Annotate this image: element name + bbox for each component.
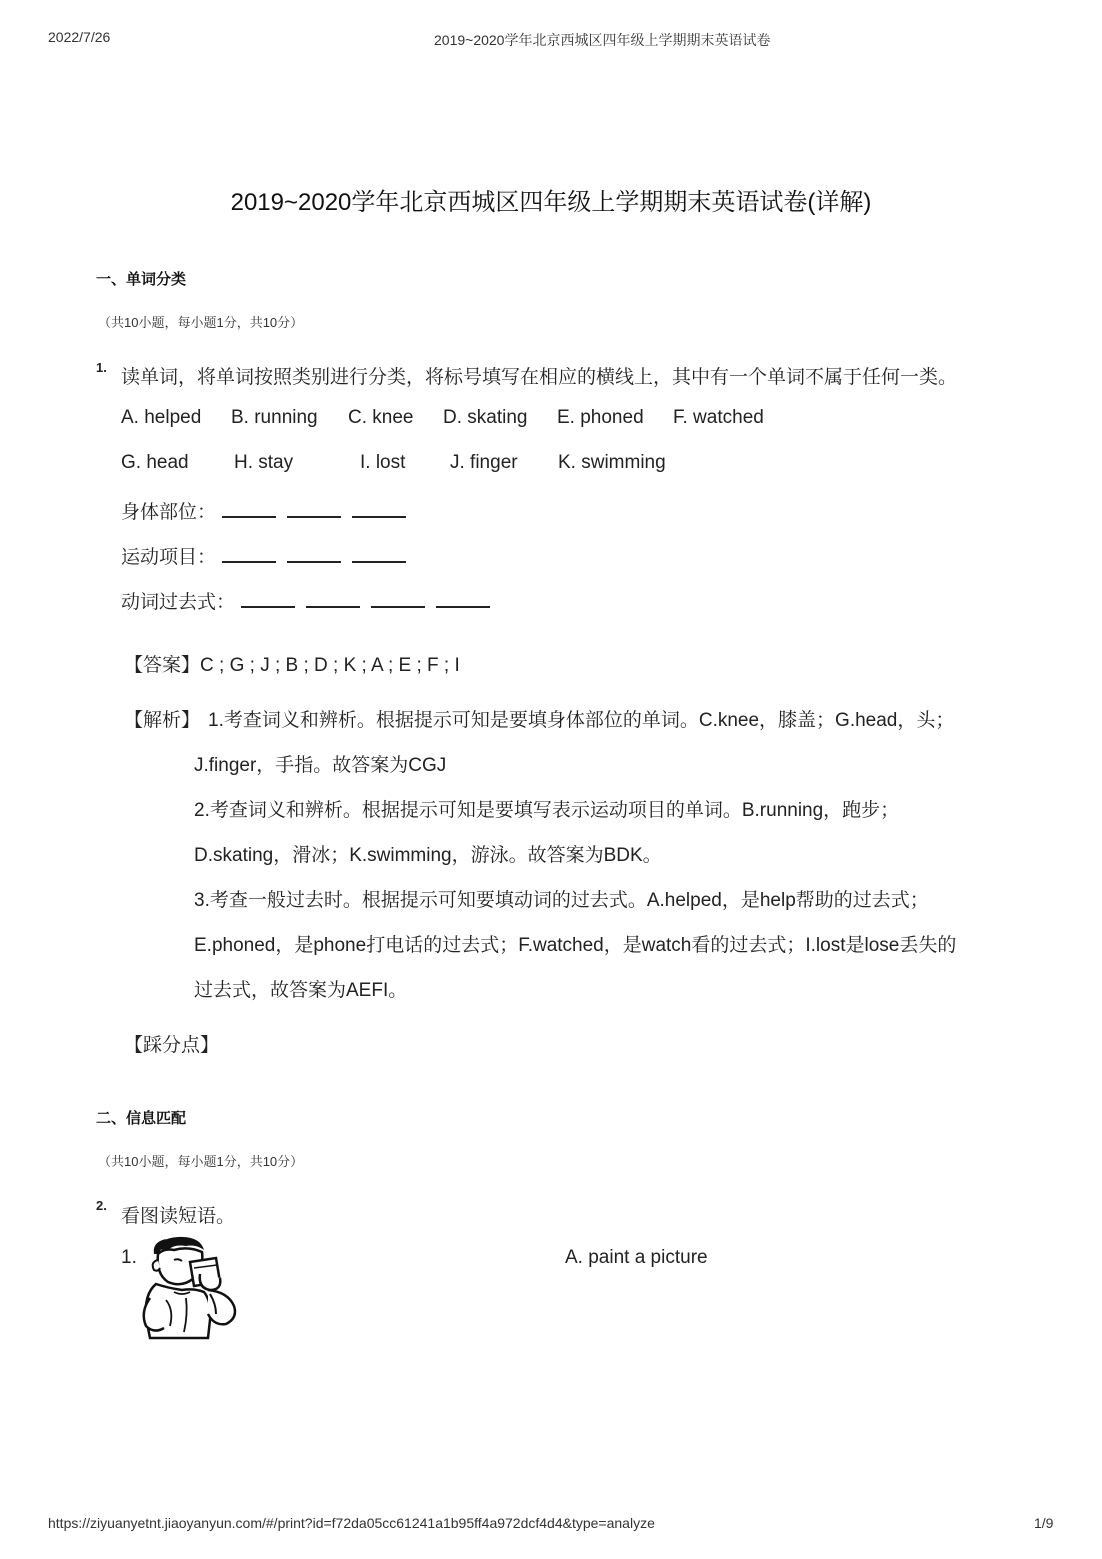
option-a-phrase: A. paint a picture (565, 1247, 708, 1268)
footer-url[interactable]: https://ziyuanyetnt.jiaoyanyun.com/#/print?id=f72da05cc61241a1b95ff4a972dcf4d4&type=analyze (48, 1515, 655, 1531)
options-row-2 (121, 452, 666, 474)
answer-blank[interactable] (436, 592, 490, 608)
item-1-number: 1. (121, 1247, 137, 1268)
section-1-heading: 一、单词分类 (96, 271, 187, 288)
option-i: I. lost (360, 452, 406, 473)
question-1-text: 读单词，将单词按照类别进行分类，将标号填写在相应的横线上，其中有一个单词不属于任何一类。 (121, 367, 958, 388)
question-2-text: 看图读短语。 (121, 1206, 236, 1227)
print-doc-title: 2019~2020学年北京西城区四年级上学期期末英语试卷 (434, 32, 771, 48)
analysis-line: E.phoned，是phone打电话的过去式；F.watched，是watch看的过去式；I.lost是lose丢失的 (194, 935, 957, 956)
option-g: G. head (121, 452, 189, 473)
analysis-line: D.skating，滑冰；K.swimming，游泳。故答案为BDK。 (194, 845, 662, 866)
answer-blank[interactable] (287, 547, 341, 563)
option-d: D. skating (443, 407, 528, 428)
option-f: F. watched (673, 407, 764, 428)
answer-blank[interactable] (352, 547, 406, 563)
analysis-line: 1.考查词义和辨析。根据提示可知是要填身体部位的单词。C.knee，膝盖；G.head，头； (208, 710, 955, 731)
answer-blank[interactable] (222, 502, 276, 518)
category-body-parts (121, 497, 417, 524)
section-2-heading: 二、信息匹配 (96, 1110, 187, 1127)
analysis-label: 【解析】 (124, 710, 201, 731)
option-j: J. finger (450, 452, 518, 473)
analysis-line: 3.考查一般过去时。根据提示可知要填动词的过去式。A.helped，是help帮助的过去式； (194, 890, 929, 911)
drinking-boy-illustration (138, 1234, 242, 1342)
option-c: C. knee (348, 407, 414, 428)
question-2-number: 2. (96, 1198, 107, 1213)
category-sports (121, 542, 417, 569)
answer-label: 【答案】 (124, 655, 201, 676)
category-past-tense (121, 587, 501, 614)
answer-blank[interactable] (306, 592, 360, 608)
page-title: 2019~2020学年北京西城区四年级上学期期末英语试卷(详解) (230, 189, 872, 216)
section-1-note: （共10小题，每小题1分，共10分） (98, 315, 304, 330)
option-e: E. phoned (557, 407, 644, 428)
answer-blank[interactable] (222, 547, 276, 563)
answer-block (124, 650, 460, 677)
option-b: B. running (231, 407, 318, 428)
option-k: K. swimming (558, 452, 666, 473)
print-date: 2022/7/26 (48, 29, 111, 45)
answer-blank[interactable] (371, 592, 425, 608)
options-row-1 (121, 407, 764, 429)
option-h: H. stay (234, 452, 294, 473)
page-number: 1/9 (1034, 1515, 1054, 1531)
question-1-number: 1. (96, 360, 107, 375)
category-past-label: 动词过去式： (121, 592, 236, 613)
scoring-points-label: 【踩分点】 (124, 1035, 220, 1056)
answer-blank[interactable] (352, 502, 406, 518)
analysis-line: 过去式，故答案为AEFI。 (194, 980, 408, 1001)
section-2-note: （共10小题，每小题1分，共10分） (98, 1154, 304, 1169)
answer-blank[interactable] (287, 502, 341, 518)
analysis-line: 2.考查词义和辨析。根据提示可知是要填写表示运动项目的单词。B.running，跑步； (194, 800, 900, 821)
option-a: A. helped (121, 407, 202, 428)
answer-blank[interactable] (241, 592, 295, 608)
category-body-label: 身体部位： (121, 502, 217, 523)
category-sport-label: 运动项目： (121, 547, 217, 568)
analysis-line: J.finger，手指。故答案为CGJ (194, 755, 447, 776)
answer-text: C ; G ; J ; B ; D ; K ; A ; E ; F ; I (200, 655, 460, 676)
